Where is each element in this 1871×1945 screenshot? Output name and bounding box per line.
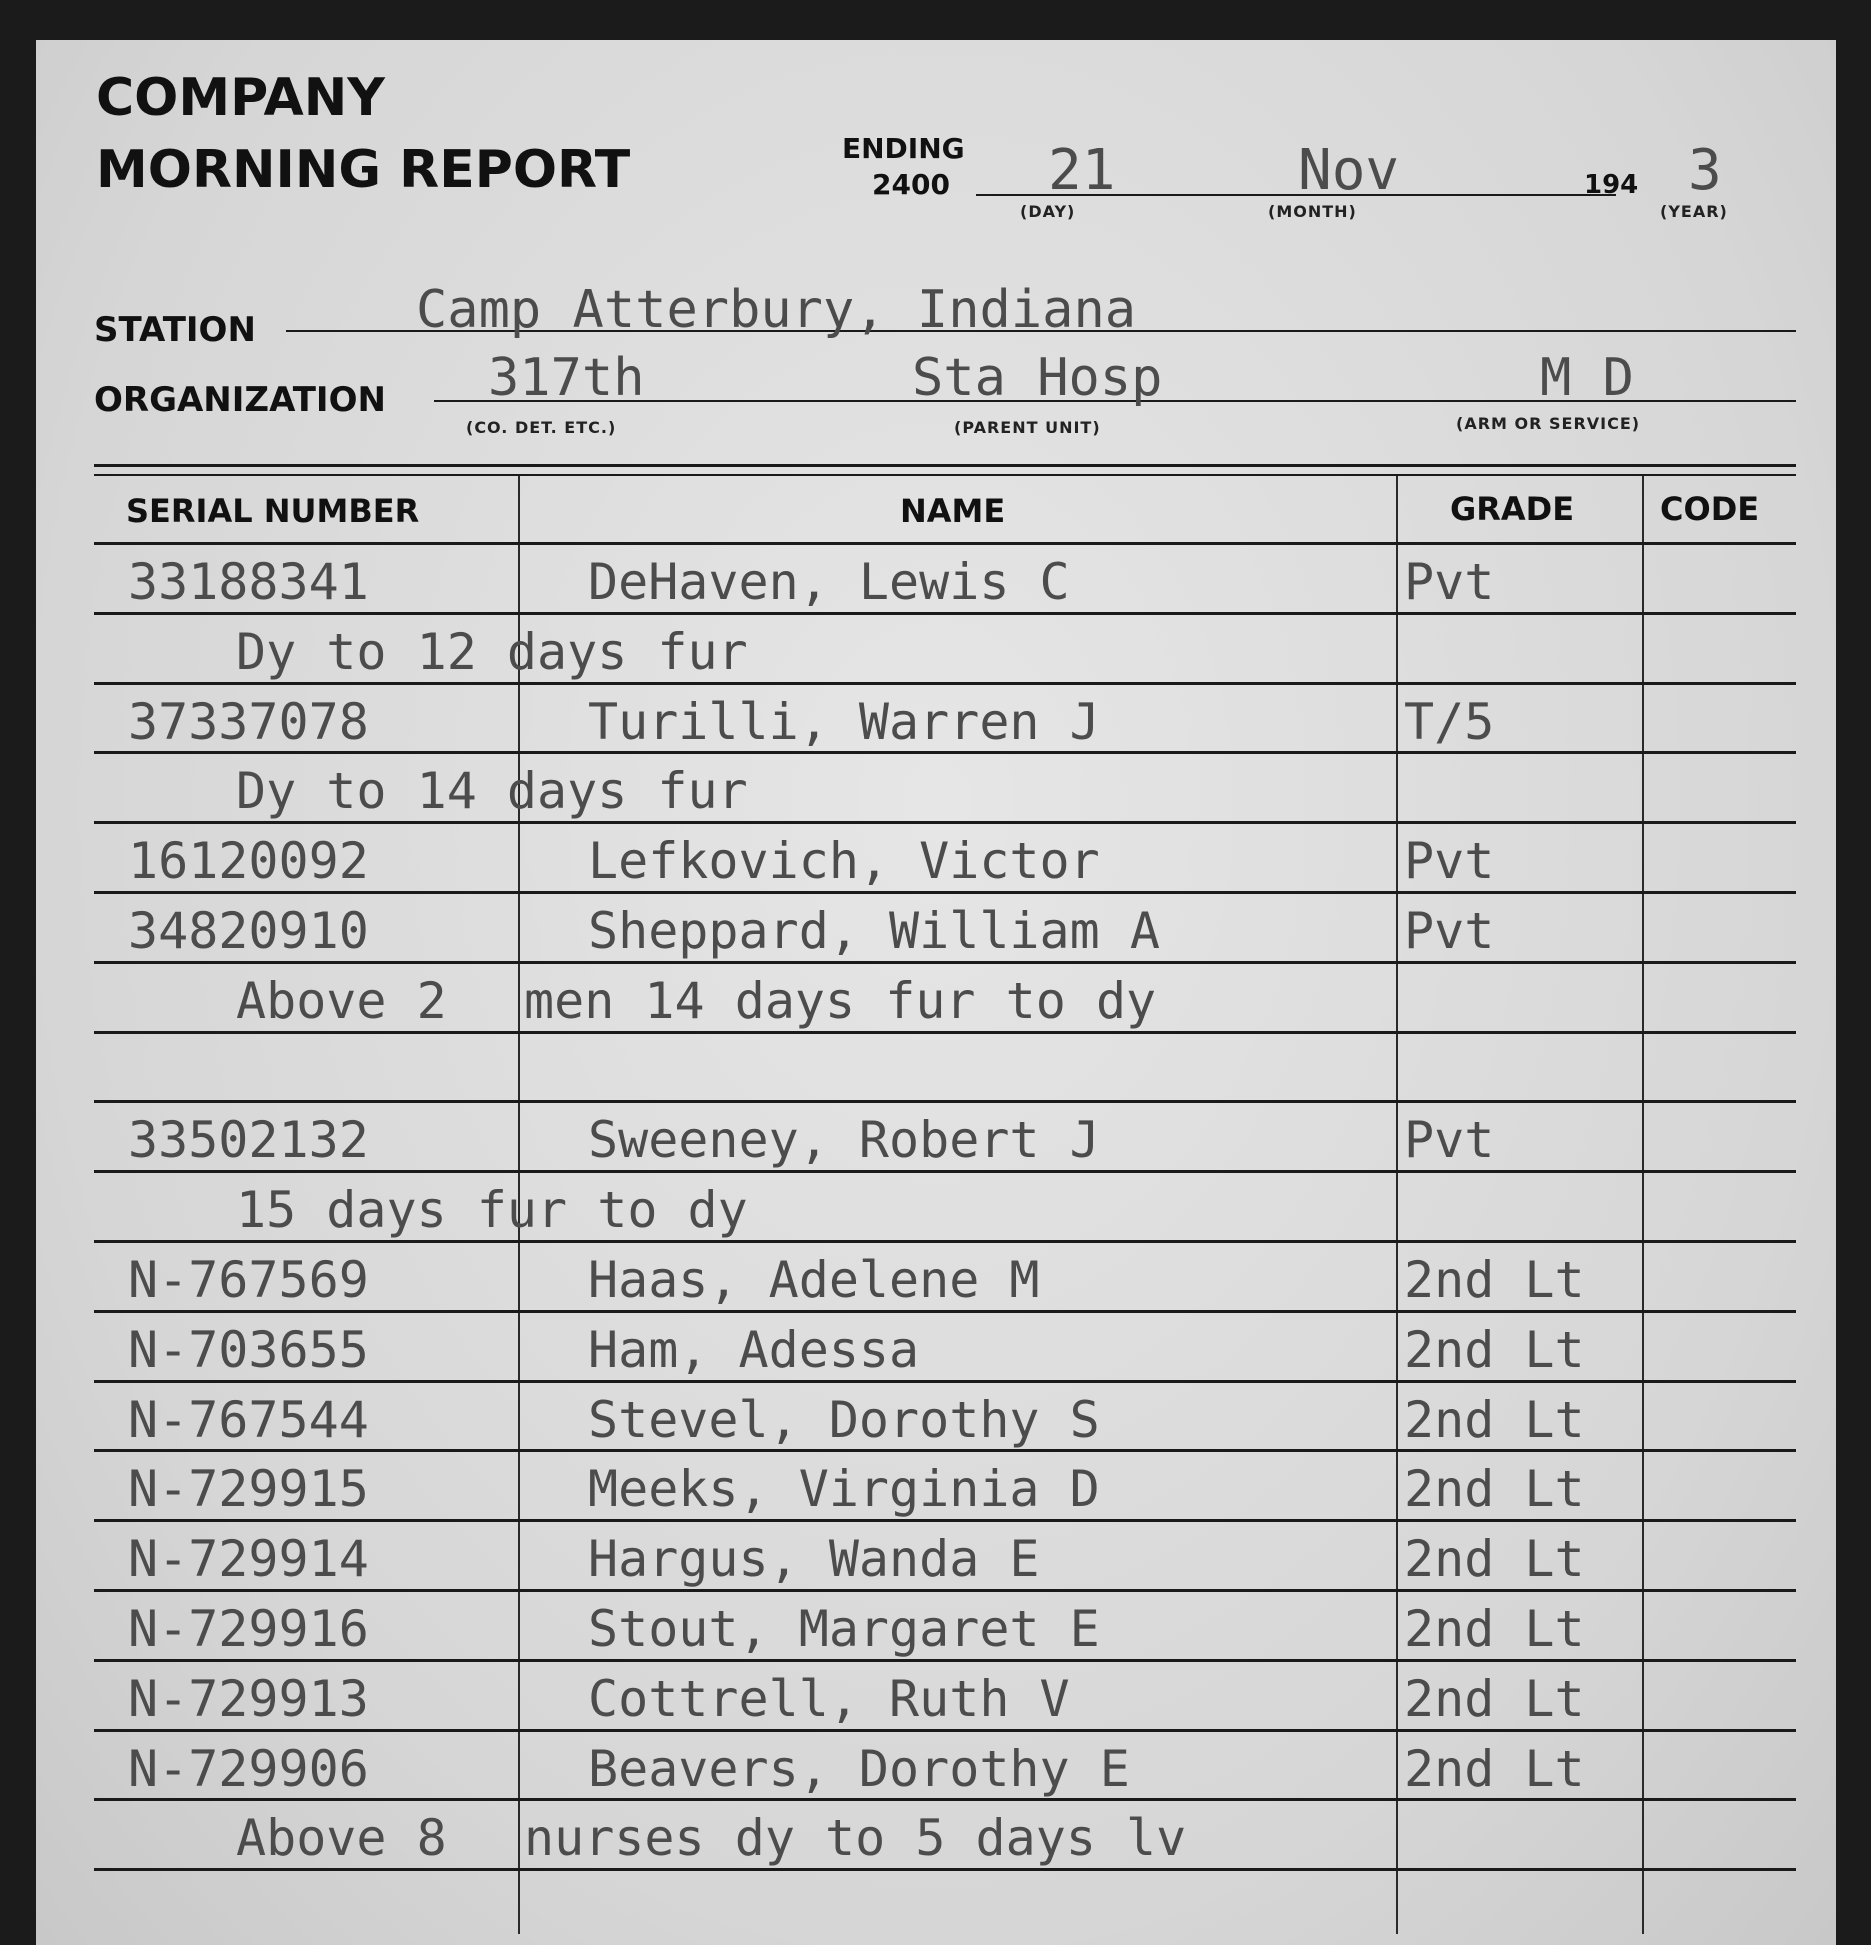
member-grade: Pvt: [1404, 832, 1495, 891]
report-month: Nov: [1298, 138, 1400, 203]
row-rule: [94, 1868, 1796, 1871]
member-name: Beavers, Dorothy E: [588, 1739, 1130, 1798]
serial-number: 33502132: [128, 1111, 369, 1170]
member-grade: Pvt: [1404, 1111, 1495, 1170]
row-rule: [94, 1031, 1796, 1034]
col-divider-grade: [1642, 476, 1644, 1934]
remark-text-cont: men 14 days fur to dy: [524, 971, 1157, 1030]
member-grade: 2nd Lt: [1404, 1669, 1585, 1728]
organization-parent: Sta Hosp: [912, 348, 1163, 408]
member-name: Hargus, Wanda E: [588, 1530, 1040, 1589]
serial-number: N-729913: [128, 1669, 369, 1728]
header-grade: GRADE: [1450, 490, 1575, 528]
serial-number: 37337078: [128, 692, 369, 751]
table-top-rule: [94, 464, 1796, 467]
serial-number: 34820910: [128, 902, 369, 960]
member-name: Meeks, Virginia D: [588, 1460, 1100, 1519]
row-rule: [94, 751, 1796, 754]
row-rule: [94, 1659, 1796, 1662]
remark-text: Dy to 14 days fur: [236, 762, 748, 821]
remark-text: 15 days fur to dy: [236, 1181, 748, 1240]
serial-number: 33188341: [128, 553, 369, 611]
station-label: STATION: [94, 310, 256, 350]
header-rule: [94, 542, 1796, 545]
table-top-rule-2: [94, 474, 1796, 476]
row-rule: [94, 891, 1796, 894]
header-serial: SERIAL NUMBER: [126, 492, 420, 530]
ending-label: ENDING: [842, 132, 965, 165]
serial-number: N-729915: [128, 1460, 369, 1519]
parent-caption: (PARENT UNIT): [954, 418, 1101, 437]
member-name: Turilli, Warren J: [588, 692, 1100, 751]
header-name: NAME: [900, 492, 1006, 530]
serial-number: N-767544: [128, 1390, 369, 1449]
day-caption: (DAY): [1020, 202, 1076, 221]
serial-number: N-729914: [128, 1530, 369, 1589]
member-grade: 2nd Lt: [1404, 1600, 1585, 1658]
member-grade: 2nd Lt: [1404, 1251, 1585, 1309]
member-name: Stout, Margaret E: [588, 1600, 1100, 1658]
serial-number: N-729906: [128, 1739, 369, 1798]
member-grade: 2nd Lt: [1404, 1390, 1585, 1449]
organization-arm: M D: [1540, 348, 1634, 408]
member-grade: 2nd Lt: [1404, 1530, 1585, 1589]
report-day: 21: [1048, 138, 1116, 203]
form-title-line2: MORNING REPORT: [96, 140, 631, 200]
member-grade: 2nd Lt: [1404, 1460, 1585, 1519]
serial-number: N-703655: [128, 1320, 369, 1379]
member-grade: T/5: [1404, 692, 1495, 751]
serial-number: N-767569: [128, 1251, 369, 1309]
remark-text: Dy to 12 days fur: [236, 622, 748, 681]
row-rule: [94, 1519, 1796, 1522]
row-rule: [94, 1798, 1796, 1801]
morning-report-card: [36, 40, 1836, 1945]
col-divider-name: [1396, 476, 1398, 1934]
remark-text: Above 2: [236, 971, 447, 1030]
unit-caption: (CO. DET. ETC.): [466, 418, 617, 437]
member-grade: Pvt: [1404, 902, 1495, 960]
station-value: Camp Atterbury, Indiana: [416, 280, 1137, 340]
year-prefix: 194: [1584, 170, 1639, 200]
row-rule: [94, 1729, 1796, 1732]
serial-number: N-729916: [128, 1600, 369, 1658]
row-rule: [94, 612, 1796, 615]
member-name: DeHaven, Lewis C: [588, 553, 1070, 611]
member-name: Cottrell, Ruth V: [588, 1669, 1070, 1728]
row-rule: [94, 1240, 1796, 1243]
form-title-line1: COMPANY: [96, 68, 385, 128]
serial-number: 16120092: [128, 832, 369, 891]
organization-label: ORGANIZATION: [94, 380, 386, 420]
row-rule: [94, 1310, 1796, 1313]
member-name: Sweeney, Robert J: [588, 1111, 1100, 1170]
row-rule: [94, 821, 1796, 824]
member-grade: 2nd Lt: [1404, 1739, 1585, 1798]
year-caption: (YEAR): [1660, 202, 1728, 221]
row-rule: [94, 1589, 1796, 1592]
ending-time: 2400: [872, 168, 950, 201]
row-rule: [94, 961, 1796, 964]
month-caption: (MONTH): [1268, 202, 1357, 221]
row-rule: [94, 1449, 1796, 1452]
member-name: Ham, Adessa: [588, 1320, 920, 1379]
remark-text-cont: nurses dy to 5 days lv: [524, 1809, 1187, 1868]
member-name: Sheppard, William A: [588, 902, 1160, 960]
member-name: Lefkovich, Victor: [588, 832, 1100, 891]
arm-caption: (ARM OR SERVICE): [1456, 414, 1641, 433]
report-year: 3: [1688, 138, 1722, 203]
row-rule: [94, 1170, 1796, 1173]
row-rule: [94, 1380, 1796, 1383]
organization-unit: 317th: [488, 348, 645, 408]
row-rule: [94, 682, 1796, 685]
member-grade: Pvt: [1404, 553, 1495, 611]
remark-text: Above 8: [236, 1809, 447, 1868]
header-code: CODE: [1660, 490, 1760, 528]
member-name: Haas, Adelene M: [588, 1251, 1040, 1309]
row-rule: [94, 1100, 1796, 1103]
member-grade: 2nd Lt: [1404, 1320, 1585, 1379]
member-name: Stevel, Dorothy S: [588, 1390, 1100, 1449]
